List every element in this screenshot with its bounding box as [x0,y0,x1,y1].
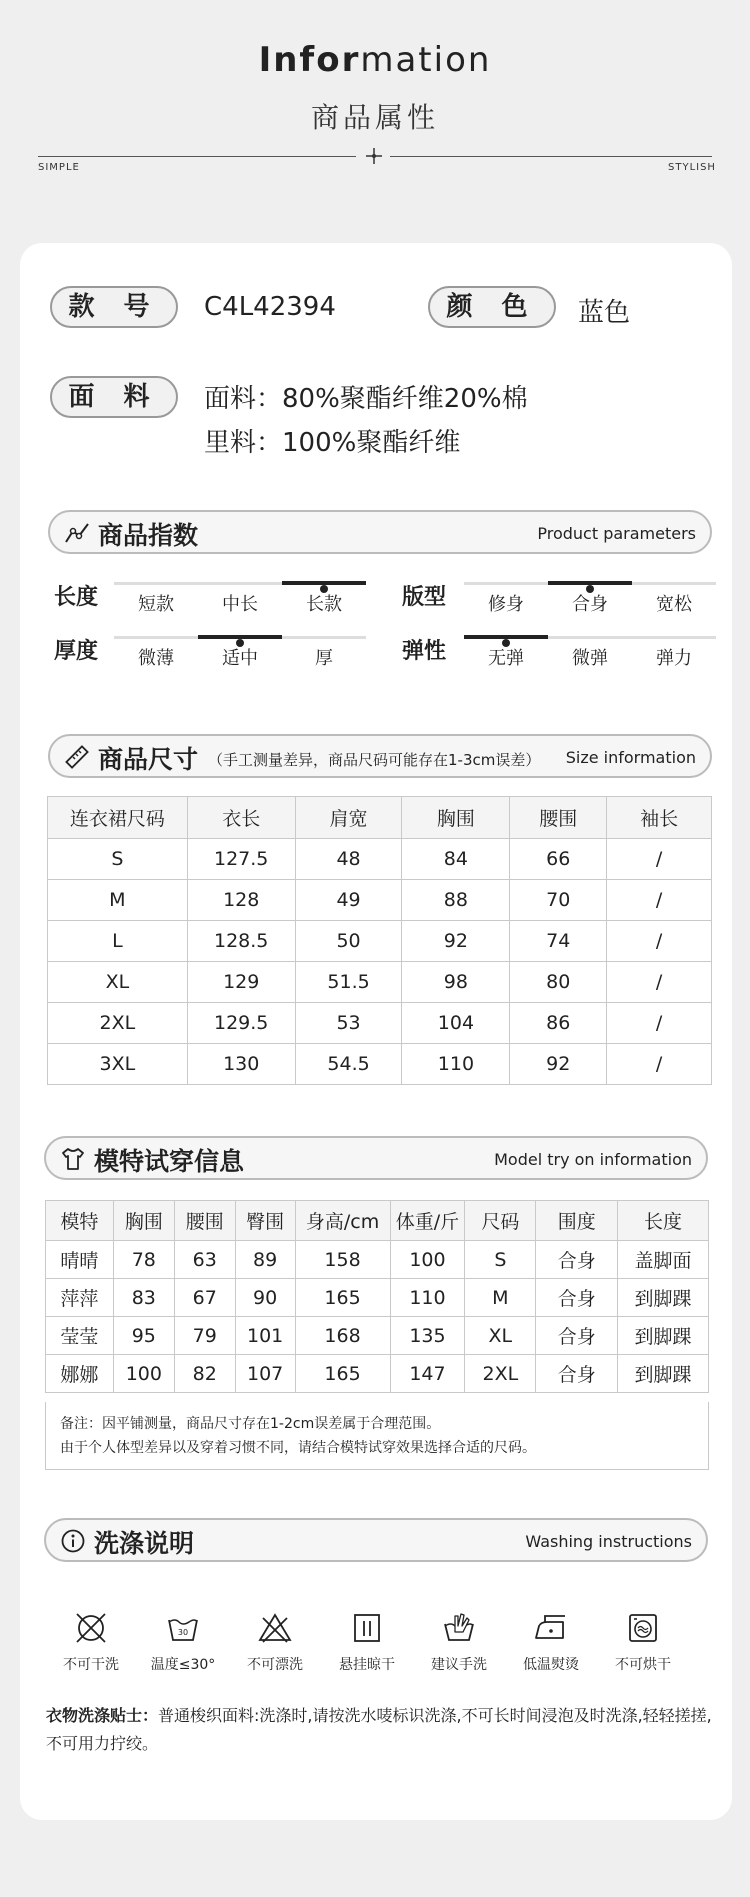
header-cell: 模特 [46,1201,114,1241]
section-title-en: Size information [565,748,696,767]
cell: 92 [510,1044,607,1085]
cell: 127.5 [187,839,295,880]
header-cell: 胸围 [402,797,510,839]
wash-label: 不可漂洗 [247,1657,303,1673]
wash-label: 悬挂晾干 [339,1657,395,1673]
cell: 2XL [465,1355,536,1393]
index-option: 微薄 [138,648,174,669]
cell: 104 [402,1003,510,1044]
care-tips-text: 普通梭织面料:洗涤时,请按洗水唛标识洗涤,不可长时间浸泡及时洗涤,轻轻搓搓,不可用力拧绞。 [46,1706,712,1753]
cell: 48 [295,839,402,880]
table-header-row [46,1201,709,1241]
care-tips-title: 衣物洗涤贴士： [46,1706,159,1725]
table-row [48,880,712,921]
cell: 51.5 [295,962,402,1003]
index-option: 适中 [222,648,258,669]
header-cell: 体重/斤 [390,1201,465,1241]
header-cell: 尺码 [465,1201,536,1241]
cell: 54.5 [295,1044,402,1085]
wash-label: 建议手洗 [431,1657,487,1673]
cell: 娜娜 [46,1355,114,1393]
wash-item [138,1610,228,1674]
low-iron-icon [533,1610,569,1646]
table-row [46,1355,709,1393]
index-option: 修身 [488,594,524,615]
header-cell: 衣长 [187,797,295,839]
cell: 110 [390,1279,465,1317]
cell: 到脚踝 [618,1279,709,1317]
cell: / [607,839,712,880]
no-dry-clean-icon [73,1610,109,1646]
cell: 128 [187,880,295,921]
header-cell: 肩宽 [295,797,402,839]
cell: 147 [390,1355,465,1393]
model-info-header [44,1136,708,1180]
cell: 66 [510,839,607,880]
cross-ornament-icon [364,146,384,166]
cell: 3XL [48,1044,188,1085]
table-row [48,1003,712,1044]
section-title: 商品尺寸 [98,745,199,774]
header-cell: 围度 [536,1201,618,1241]
wash-info-header [44,1518,708,1562]
cell: 135 [390,1317,465,1355]
cell: 合身 [536,1279,618,1317]
cell: 78 [113,1241,174,1279]
no-tumble-dry-icon [625,1610,661,1646]
section-title: 商品指数 [98,521,199,550]
cell: XL [48,962,188,1003]
index-option: 中长 [222,594,258,615]
header-cell: 身高/cm [295,1201,390,1241]
remark-line: 备注：因平铺测量，商品尺寸存在1-2cm误差属于合理范围。 [60,1416,441,1432]
cell: 萍萍 [46,1279,114,1317]
section-title-en: Model try on information [494,1150,692,1169]
wash-item [46,1610,136,1674]
cell: 165 [295,1279,390,1317]
cell: / [607,1003,712,1044]
table-row [48,921,712,962]
divider [390,156,712,157]
cell: 合身 [536,1241,618,1279]
cell: 165 [295,1355,390,1393]
divider [38,156,356,157]
cell: M [48,880,188,921]
index-option: 无弹 [488,648,524,669]
ruler-icon [64,744,90,770]
cell: 到脚踝 [618,1317,709,1355]
table-row [48,962,712,1003]
model-table [45,1200,709,1393]
cell: 74 [510,921,607,962]
cell: 130 [187,1044,295,1085]
cell: 70 [510,880,607,921]
cell: 86 [510,1003,607,1044]
table-row [48,839,712,880]
index-label-fit: 版型 [402,585,447,610]
wash-label: 低温熨烫 [523,1657,579,1673]
fabric-outer: 面料：80%聚酯纤维20%棉 [204,384,528,414]
info-circle-icon [60,1528,86,1554]
cell: / [607,921,712,962]
cell: 84 [402,839,510,880]
index-option: 微弹 [572,648,608,669]
cell: 128.5 [187,921,295,962]
section-title-en: Washing instructions [525,1532,692,1551]
index-option: 合身 [572,594,608,615]
header-cell: 腰围 [174,1201,235,1241]
index-label-thickness: 厚度 [54,639,99,664]
table-header-row [48,797,712,839]
cell: 90 [235,1279,295,1317]
cell: 100 [113,1355,174,1393]
table-row [46,1279,709,1317]
section-title: 洗涤说明 [94,1529,195,1558]
cell: 晴晴 [46,1241,114,1279]
cell: M [465,1279,536,1317]
header-cell: 臀围 [235,1201,295,1241]
cell: 129 [187,962,295,1003]
cell: 53 [295,1003,402,1044]
wash-label: 温度≤30° [150,1657,216,1673]
product-index-header [48,510,712,554]
cell: 盖脚面 [618,1241,709,1279]
style-no-label: 款 号 [50,286,178,328]
header-cell: 胸围 [113,1201,174,1241]
table-row [46,1317,709,1355]
wash-30-icon [165,1610,201,1646]
section-note: （手工测量差异，商品尺码可能存在1-3cm误差） [208,751,541,769]
page-title: Information [258,40,492,80]
cell: 67 [174,1279,235,1317]
cell: 49 [295,880,402,921]
cell: 合身 [536,1355,618,1393]
hang-dry-icon [349,1610,385,1646]
cell: 到脚踝 [618,1355,709,1393]
model-remark [45,1402,709,1470]
cell: 168 [295,1317,390,1355]
header-cell: 长度 [618,1201,709,1241]
cell: 158 [295,1241,390,1279]
tshirt-icon [60,1146,86,1172]
wash-item [506,1610,596,1674]
svg-text:30: 30 [177,1628,189,1637]
index-option: 厚 [315,648,333,669]
hand-wash-icon [441,1610,477,1646]
cell: 89 [235,1241,295,1279]
no-bleach-icon [257,1610,293,1646]
table-row [46,1241,709,1279]
cell: 88 [402,880,510,921]
cell: 101 [235,1317,295,1355]
header-cell: 连衣裙尺码 [48,797,188,839]
care-tips [46,1702,716,1758]
wash-label: 不可干洗 [63,1657,119,1673]
cell: 95 [113,1317,174,1355]
style-no-value: C4L42394 [204,292,336,322]
header-cell: 腰围 [510,797,607,839]
cell: 50 [295,921,402,962]
cell: 98 [402,962,510,1003]
cell: 129.5 [187,1003,295,1044]
section-title: 模特试穿信息 [94,1147,245,1176]
index-label-elasticity: 弹性 [402,639,447,664]
size-info-header [48,734,712,778]
wash-item [598,1610,688,1674]
index-option: 宽松 [656,594,692,615]
section-title-en: Product parameters [537,524,696,543]
index-option: 弹力 [656,648,692,669]
cell: / [607,962,712,1003]
cell: 83 [113,1279,174,1317]
wash-item [414,1610,504,1674]
index-option: 短款 [138,594,174,615]
fabric-lining: 里料：100%聚酯纤维 [204,428,461,458]
cell: S [465,1241,536,1279]
color-value: 蓝色 [578,298,631,328]
cell: 107 [235,1355,295,1393]
page-subtitle: 商品属性 [310,101,439,134]
cell: 莹莹 [46,1317,114,1355]
trend-line-icon [64,520,90,546]
header-cell: 袖长 [607,797,712,839]
wash-label: 不可烘干 [615,1657,671,1673]
wash-item [230,1610,320,1674]
cell: 合身 [536,1317,618,1355]
cell: L [48,921,188,962]
cell: 92 [402,921,510,962]
cell: 80 [510,962,607,1003]
cell: 110 [402,1044,510,1085]
cell: XL [465,1317,536,1355]
cell: S [48,839,188,880]
cell: 79 [174,1317,235,1355]
tag-stylish: STYLISH [668,162,716,173]
size-table [47,796,712,1085]
remark-line: 由于个人体型差异以及穿着习惯不同，请结合模特试穿效果选择合适的尺码。 [60,1440,536,1456]
cell: / [607,1044,712,1085]
cell: 63 [174,1241,235,1279]
index-option: 长款 [306,594,342,615]
table-row [48,1044,712,1085]
cell: / [607,880,712,921]
fabric-label: 面 料 [50,376,178,418]
color-label: 颜 色 [428,286,556,328]
wash-item [322,1610,412,1674]
cell: 100 [390,1241,465,1279]
cell: 82 [174,1355,235,1393]
tag-simple: SIMPLE [38,162,80,173]
index-label-length: 长度 [54,585,99,610]
cell: 2XL [48,1003,188,1044]
